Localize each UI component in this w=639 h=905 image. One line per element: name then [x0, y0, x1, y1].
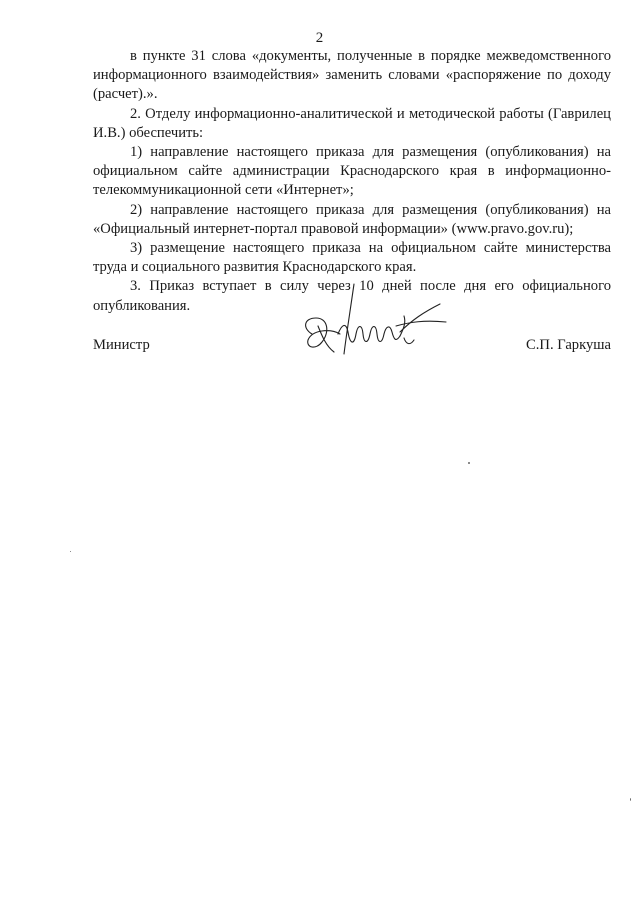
paragraph-amendment-clause-31: в пункте 31 слова «документы, полученные в порядке межведомственного информационного взаимодействия» заменить словами «распоряжение по доходу (расчет).». [93, 48, 611, 103]
signature-block [93, 336, 611, 360]
document-body [93, 47, 611, 316]
page-number: 2 [315, 30, 324, 46]
paragraph-item-2: 2. Отделу информационно-аналитической и методической работы (Гаврилец И.В.) обеспечить: [93, 105, 611, 141]
paragraph-item-3: 3. Приказ вступает в силу через 10 дней после дня его официального опубликования. [93, 278, 611, 314]
scan-speck [630, 798, 631, 801]
signatory-name: С.П. Гаркуша [526, 337, 611, 353]
signatory-title: Министр [93, 337, 150, 353]
scan-speck [468, 462, 470, 464]
scan-speck [70, 551, 71, 552]
paragraph-subitem-2: 2) направление настоящего приказа для размещения (опубликования) на «Официальный интернет-портал правовой информации» (www.pravo.gov.ru); [93, 201, 611, 237]
paragraph-subitem-3: 3) размещение настоящего приказа на официальном сайте министерства труда и социального развития Краснодарского края. [93, 240, 611, 276]
paragraph-subitem-1: 1) направление настоящего приказа для размещения (опубликования) на официальном сайте администрации Краснодарского края в информационно-телекоммуникационной сети «Интернет»; [93, 144, 611, 199]
